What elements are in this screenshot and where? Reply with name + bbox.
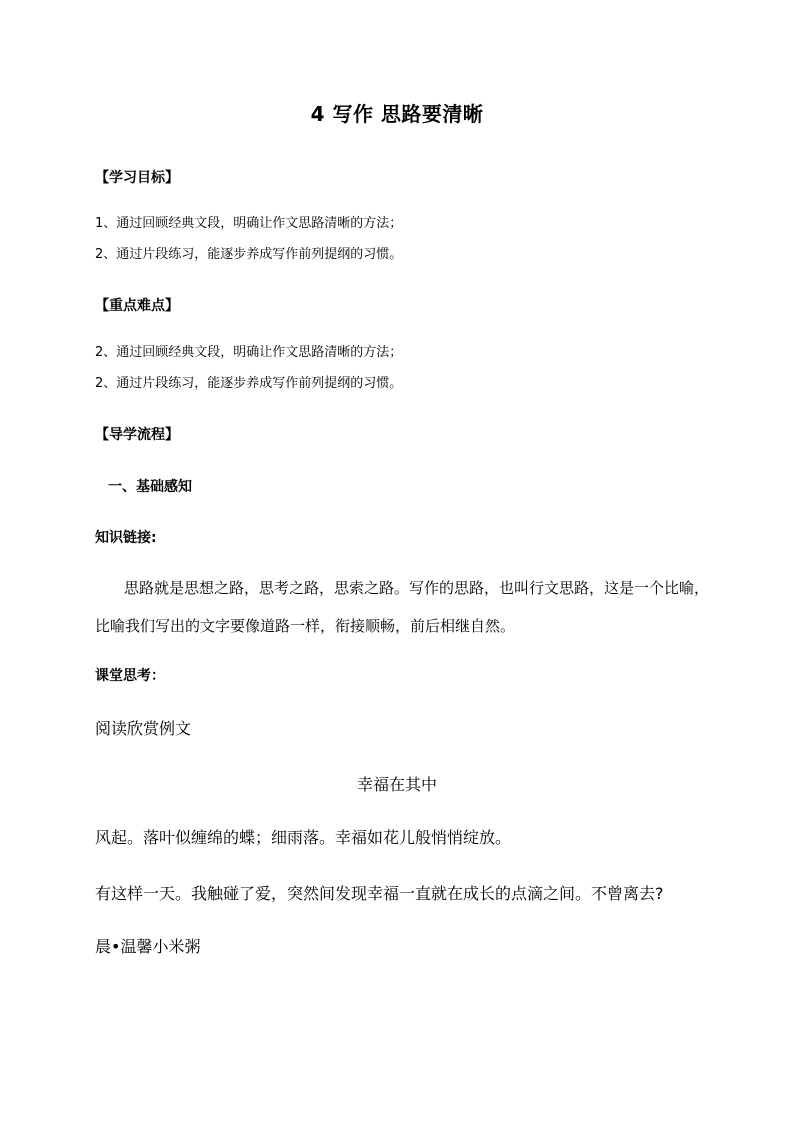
read-prompt: 阅读欣赏例文 xyxy=(95,719,192,738)
learning-goal-item: 2、通过片段练习，能逐步养成写作前列提纲的习惯。 xyxy=(95,247,403,262)
key-point-item: 2、通过片段练习，能逐步养成写作前列提纲的习惯。 xyxy=(95,376,403,391)
essay-section-heading: 晨•温馨小米粥 xyxy=(95,937,201,956)
key-points-heading: 【重点难点】 xyxy=(95,298,179,314)
class-thinking-label: 课堂思考： xyxy=(95,668,165,684)
knowledge-paragraph-line: 思路就是思想之路，思考之路，思索之路。写作的思路，也叫行文思路，这是一个比喻， xyxy=(124,579,710,597)
section-basic-perception: 一、基础感知 xyxy=(108,479,192,495)
key-point-item: 2、通过回顾经典文段，明确让作文思路清晰的方法； xyxy=(95,345,403,360)
essay-title: 幸福在其中 xyxy=(356,775,437,794)
process-heading: 【导学流程】 xyxy=(95,427,179,443)
knowledge-paragraph-line: 比喻我们写出的文字要像道路一样，衔接顺畅，前后相继自然。 xyxy=(95,617,516,635)
page-title: 4 写作 思路要清晰 xyxy=(310,102,484,126)
learning-goals-heading: 【学习目标】 xyxy=(95,170,179,186)
learning-goal-item: 1、通过回顾经典文段，明确让作文思路清晰的方法； xyxy=(95,216,403,231)
essay-line: 风起。落叶似缠绵的蝶；细雨落。幸福如花儿般悄悄绽放。 xyxy=(95,828,512,847)
essay-line: 有这样一天。我触碰了爱，突然间发现幸福一直就在成长的点滴之间。不曾离去? xyxy=(95,884,664,903)
knowledge-link-label: 知识链接: xyxy=(95,530,157,546)
